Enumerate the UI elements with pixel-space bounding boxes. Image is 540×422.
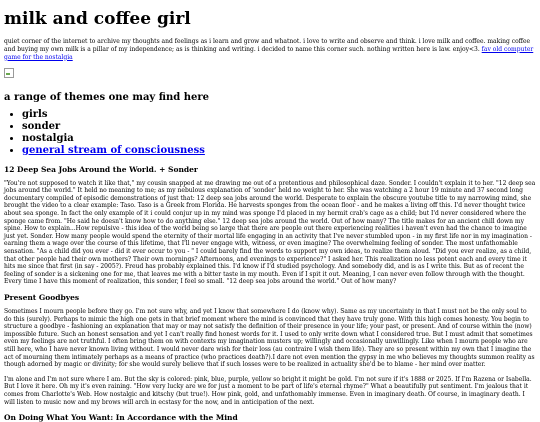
post-paragraph: Sometimes I mourn people before they go. I'm not sure why, and yet I know that somewhere I do (know why). Same as my uncertainty in that I must not be the only soul to do this (surely). Perhaps to mimic the high one gets in that brief moment where the mind is convinced that they have truly gone. With this high comes honesty. You begin to structure a goodbye - fashioning an explanation that may or may not satisfy the definition of their presence in your life; your past, or present. And of course within the (now) impossible future. Such an honest sensation and yet I can't really find honest words for it. I used to only write down what I considered true. But I must admit that sometimes even my feelings are not truthful. I often bring them on with contexts my imagination musters up; willingly and occasionally unwillingly. Like when I mourn people who are still here, who I have never known living without. I would never dare wish for their loss (au contraire I wish them life). They are so present within my own that I imagine the act of mourning them intimately perhaps as a means of practice (who practices death?).I dare not even mention the gypsy in me who believes my thoughts summon reality as though adorned by magic or divinity; for she would surely believe that if such losses were to be realized in actuality she'd be to blame - her mind over matter.: [4, 308, 535, 369]
site-title: milk and coffee girl: [4, 9, 191, 29]
intro-text: quiet corner of the internet to archive my thoughts and feelings as i learn and grow and whatnot. i love to write and observe and think. i love milk and coffee. making coffee and buying my own milk is a pillar of my independence; as is thinking and writing. i decided to name this corner such. nothing written here is law. enjoy<3.: [4, 37, 531, 53]
post-paragraph: "You're not supposed to watch it like that," my cousin snapped at me drawing me out of a pretentious and philosophical daze. Sonder. I couldn't explain it to her. "12 deep sea jobs around the world." It held no meaning to me; as my nebulous explanation of 'sonder' held no weight to her. She was watching a 2 hour 19 minute and 37 second long documentary compiled of episodic demonstrations of just that: 12 deep sea jobs around the world. Desperate to explain the obscure youtube title to my narrowing mind, she brought the video to a clear example: Taso. Taso is a Greek from Florida. He harvests sponges from the ocean floor - and he makes a living off this. I'd never thought twice about sea sponge. In fact the only example of it i could conjur up in my mind was sponge I'd placed in my hermit crab's cage as a child; but I'd never considered where the sponge came from. "He said he doesn't know how to do anything else." 12 deep sea jobs around the world. Out of how many? The title makes for an ancient chill down my spine. How to explain...How repulsive - this idea of the world being so large that there are people out there experiencing realities i haven't even had the chance to imagine just yet. Sonder. How many people would spend the eternity of their mortal life engaging in an activity that I've never stumbled upon - in my first life nor in my imagination - earning them a wage over the course of this lifetime, that I'll never engage with, witness, or even imagine? The overwhelming feeling of sonder. The most unfathomable sensation. "As a child did you ever - did it ever occur to you - " I could barely find the words to support my own ideas, to realize them aloud. "Did you ever realize, as a child, that other people had their own mothers? Their own mornings? Afternoons, and evenings to experience?" I asked her. This realization no less potent each and every time it hits me since that first (in say - 2005?). Freud has probably explained this. I'd know if I'd studied psychology. And somebody did, and is as I write this. But as of recent the feeling of sonder is a sickening one for me, that leaves me with a bitter taste in my mouth. Even if I spit it out. Meaning, I can never even follow through with the thought. Every time I have this moment of realization, this sonder, I feel so small. "12 deep sea jobs around the world." Out of how many?: [4, 179, 536, 286]
post-paragraph: I'm alone and I'm not sure where I am. But the sky is colored: pink, blue, purple, yellow so bright it might be gold. I'm not sure if it's 1888 or 2025. If I'm Razena or Isabella. But I love it here. Oh my it's even raining. "How very lucky are we for just a moment to be part of life's eternal rhyme?" What a beautifully put sentiment. I'm jealous that it comes from Charlotte's Web. How nostalgic and kitschy (but true!). How pink, gold, and unfathomably immense. Even in imaginary death. Of course, in imaginary death. I will listen to music now and my brows will arch in ecstasy for the now, and in anticipation of the next.: [4, 375, 532, 406]
theme-item-sonder: • sonder: [22, 121, 536, 133]
intro-game-link[interactable]: fav old computer game for the nostalgia: [4, 45, 534, 61]
theme-item-nostalgia: • nostalgia: [22, 133, 536, 145]
site-intro: [4, 38, 536, 62]
post-title: 12 Deep Sea Jobs Around the World. + Sonder: [4, 164, 198, 174]
post-title: On Doing What You Want: In Accordance with the Mind: [4, 413, 238, 422]
broken-image-icon: [4, 68, 14, 78]
theme-item-girls: • girls: [22, 109, 536, 121]
theme-link-general-stream[interactable]: general stream of consciousness: [22, 144, 205, 156]
post-title: Present Goodbyes: [4, 293, 80, 302]
themes-heading: a range of themes one may find here: [4, 91, 209, 103]
theme-item-general: [22, 145, 536, 157]
themes-list: [4, 109, 536, 157]
